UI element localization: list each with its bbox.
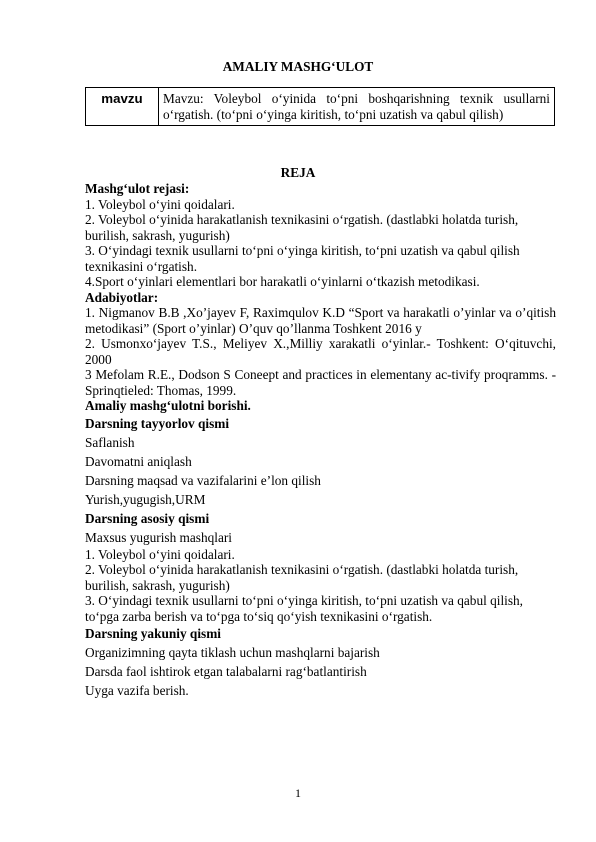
topic-key-cell: mavzu [86,88,159,126]
plan-item: 4.Sport o‘yinlari elementlari bor harakatli o‘yinlarni o‘tkazish metodikasi. [85,274,480,289]
main-part-intro: Maxsus yugurish mashqlari [85,529,232,545]
final-section [85,624,556,700]
topic-table [85,87,555,126]
plan-item: 2. Voleybol o‘yinida harakatlanish texnikasini o‘rgatish. (dastlabki holatda turish, burilish, sakrash, yugurish) [85,212,519,243]
plan-item: 1. Voleybol o‘yini qoidalari. [85,196,235,212]
plan-heading: Mashg‘ulot rejasi: [85,181,190,196]
final-part-item: Darsda faol ishtirok etgan talabalarni rag‘batlantirish [85,664,367,679]
final-part-item: Uyga vazifa berish. [85,683,189,698]
topic-value-cell: Mavzu: Voleybol o‘yinida to‘pni boshqarishning texnik usullarni o‘rgatish. (to‘pni o‘yinga kiritish, to‘pni uzatish va qabul qilish) [159,88,555,126]
page-title: AMALIY MASHG‘ULOT [222,59,374,74]
preparatory-item: Davomatni aniqlash [85,453,192,469]
preparatory-item: Saflanish [85,434,135,450]
page-number: 1 [295,786,301,800]
literature-item: 2. Usmonxo‘jayev T.S., Meliyev X.,Milliy xarakatli o‘yinlar.- Toshkent: O‘qituvchi, 2000 [85,336,556,367]
preparatory-item: Yurish,yugugish,URM [85,491,206,507]
main-part-item: 2. Voleybol o‘yinida harakatlanish texnikasini o‘rgatish. (dastlabki holatda turish, burilish, sakrash, yugurish) [85,562,519,593]
literature-item: 3 Mefolam R.E., Dodson S Coneept and practices in elementany ac-tivify proqramms. - Sprinqtieled: Thomas, 1999. [85,367,556,398]
literature-heading: Adabiyotlar: [85,289,159,305]
preparatory-heading: Darsning tayyorlov qismi [85,415,230,431]
document-body [85,181,556,700]
plan-title: REJA [280,165,316,180]
preparatory-section [85,414,556,547]
topic-row [86,88,555,126]
literature-item: 1. Nigmanov B.B ,Xo’jayev F, Raximqulov K.D “Sport va harakatli o’yinlar va o’qitish metodikasi” (Sport o’yinlar) O’quv qo’llanma Toshkent 2016 y [85,305,556,336]
main-part-heading: Darsning asosiy qismi [85,510,210,526]
preparatory-item: Darsning maqsad va vazifalarini e’lon qilish [85,472,321,488]
conduct-heading: Amaliy mashg‘ulotni borishi. [85,398,251,413]
plan-item: 3. O‘yindagi texnik usullarni to‘pni o‘yinga kiritish, to‘pni uzatish va qabul qilish texnikasini o‘rgatish. [85,243,520,274]
main-part-item: 1. Voleybol o‘yini qoidalari. [85,546,235,562]
final-part-heading: Darsning yakuniy qismi [85,626,221,641]
final-part-item: Organizimning qayta tiklash uchun mashqlarni bajarish [85,645,380,660]
main-part-item: 3. O‘yindagi texnik usullarni to‘pni o‘yinga kiritish, to‘pni uzatish va qabul qilish, to‘pga zarba berish va to‘pga to‘siq qo‘yish texnikasini o‘rgatish. [85,593,523,624]
